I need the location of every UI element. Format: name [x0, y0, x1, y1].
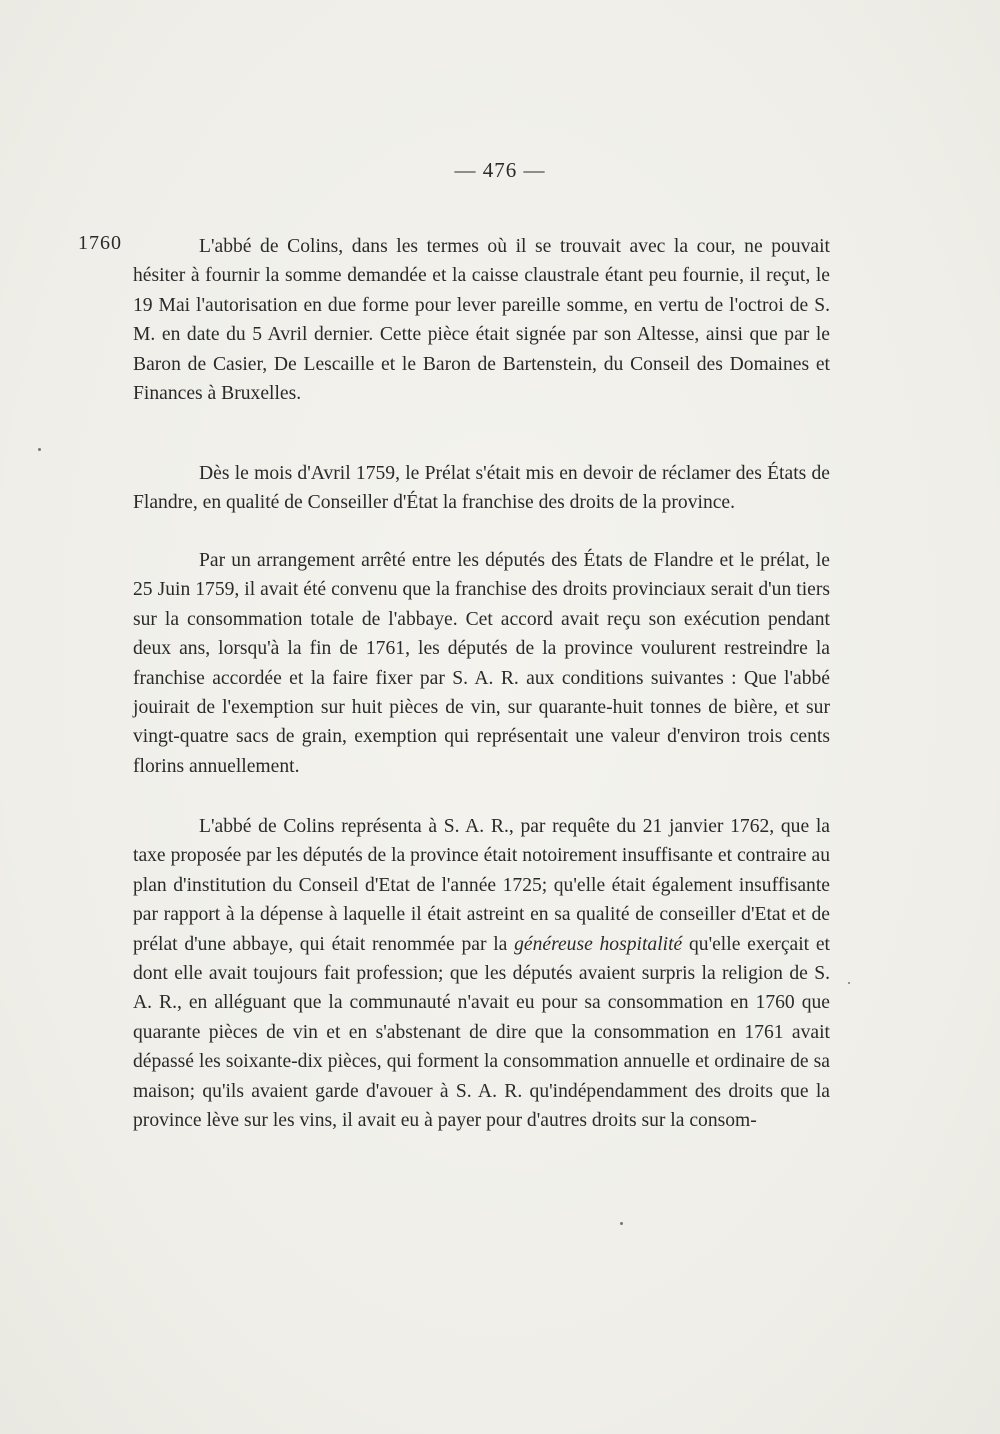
paragraph-3: Par un arrangement arrêté entre les députés des États de Flandre et le prélat, le 25 Juin 1759, il avait été convenu que la franchise des droits provinciaux serait d'un tiers sur la consommation totale de l'abbaye. Cet accord avait reçu son exécution pendant deux ans, lorsqu'à la fin de 1761, les députés de la province voulurent restreindre la franchise accordée et la faire fixer par S. A. R. aux conditions suivantes : Que l'abbé jouirait de l'exemption sur huit pièces de vin, sur quarante-huit tonnes de bière, et sur vingt-quatre sacs de grain, exemption qui représentait une valeur d'environ trois cents florins annuellement.	[133, 550, 830, 777]
paragraph-4	[133, 812, 830, 1135]
emphasized-phrase: généreuse hospitalité	[514, 933, 683, 955]
text-block-2	[133, 459, 830, 518]
text-block-3	[133, 546, 830, 781]
paper-speck	[848, 982, 850, 984]
paper-speck	[38, 448, 41, 451]
paragraph-2: Dès le mois d'Avril 1759, le Prélat s'était mis en devoir de réclamer des États de Flandre, en qualité de Conseiller d'État la franchise des droits de la province.	[133, 463, 830, 514]
paragraph-4-part-2: qu'elle exerçait et dont elle avait toujours fait profession; que les députés avaient surpris la religion de S. A. R., en alléguant que la communauté n'avait eu pour sa consommation en 1760 que quarante pièces de vin et en s'abstenant de dire que la consommation en 1761 avait dépassé les soixante-dix pièces, qui forment la consommation annuelle et ordinaire de sa maison; qu'ils avaient garde d'avouer à S. A. R. qu'indépendamment des droits que la province lève sur les vins, il avait eu à payer pour d'autres droits sur la consom-	[133, 933, 830, 1132]
paragraph-1: L'abbé de Colins, dans les termes où il se trouvait avec la cour, ne pouvait hésiter à fournir la somme demandée et la caisse claustrale étant peu fournie, il reçut, le 19 Mai l'autorisation en due forme pour lever pareille somme, en vertu de l'octroi de S. M. en date du 5 Avril dernier. Cette pièce était signée par son Altesse, ainsi que par le Baron de Casier, De Lescaille et le Baron de Bartenstein, du Conseil des Domaines et Finances à Bruxelles.	[133, 236, 830, 405]
text-block-1	[133, 232, 830, 408]
page-number: — 476 —	[454, 158, 546, 182]
text-block-4	[133, 812, 830, 1135]
paragraph-4-part-1: L'abbé de Colins représenta à S. A. R., par requête du 21 janvier 1762, que la taxe proposée par les députés de la province était notoirement insuffisante et contraire au plan d'institution du Conseil d'Etat de l'année 1725; qu'elle était également insuffisante par rapport à la dépense à laquelle il était astreint en sa qualité de conseiller d'Etat et de prélat d'une abbaye, qui était renommée par la	[133, 816, 830, 955]
margin-year-note: 1760	[78, 232, 122, 254]
paper-speck	[620, 1222, 623, 1225]
